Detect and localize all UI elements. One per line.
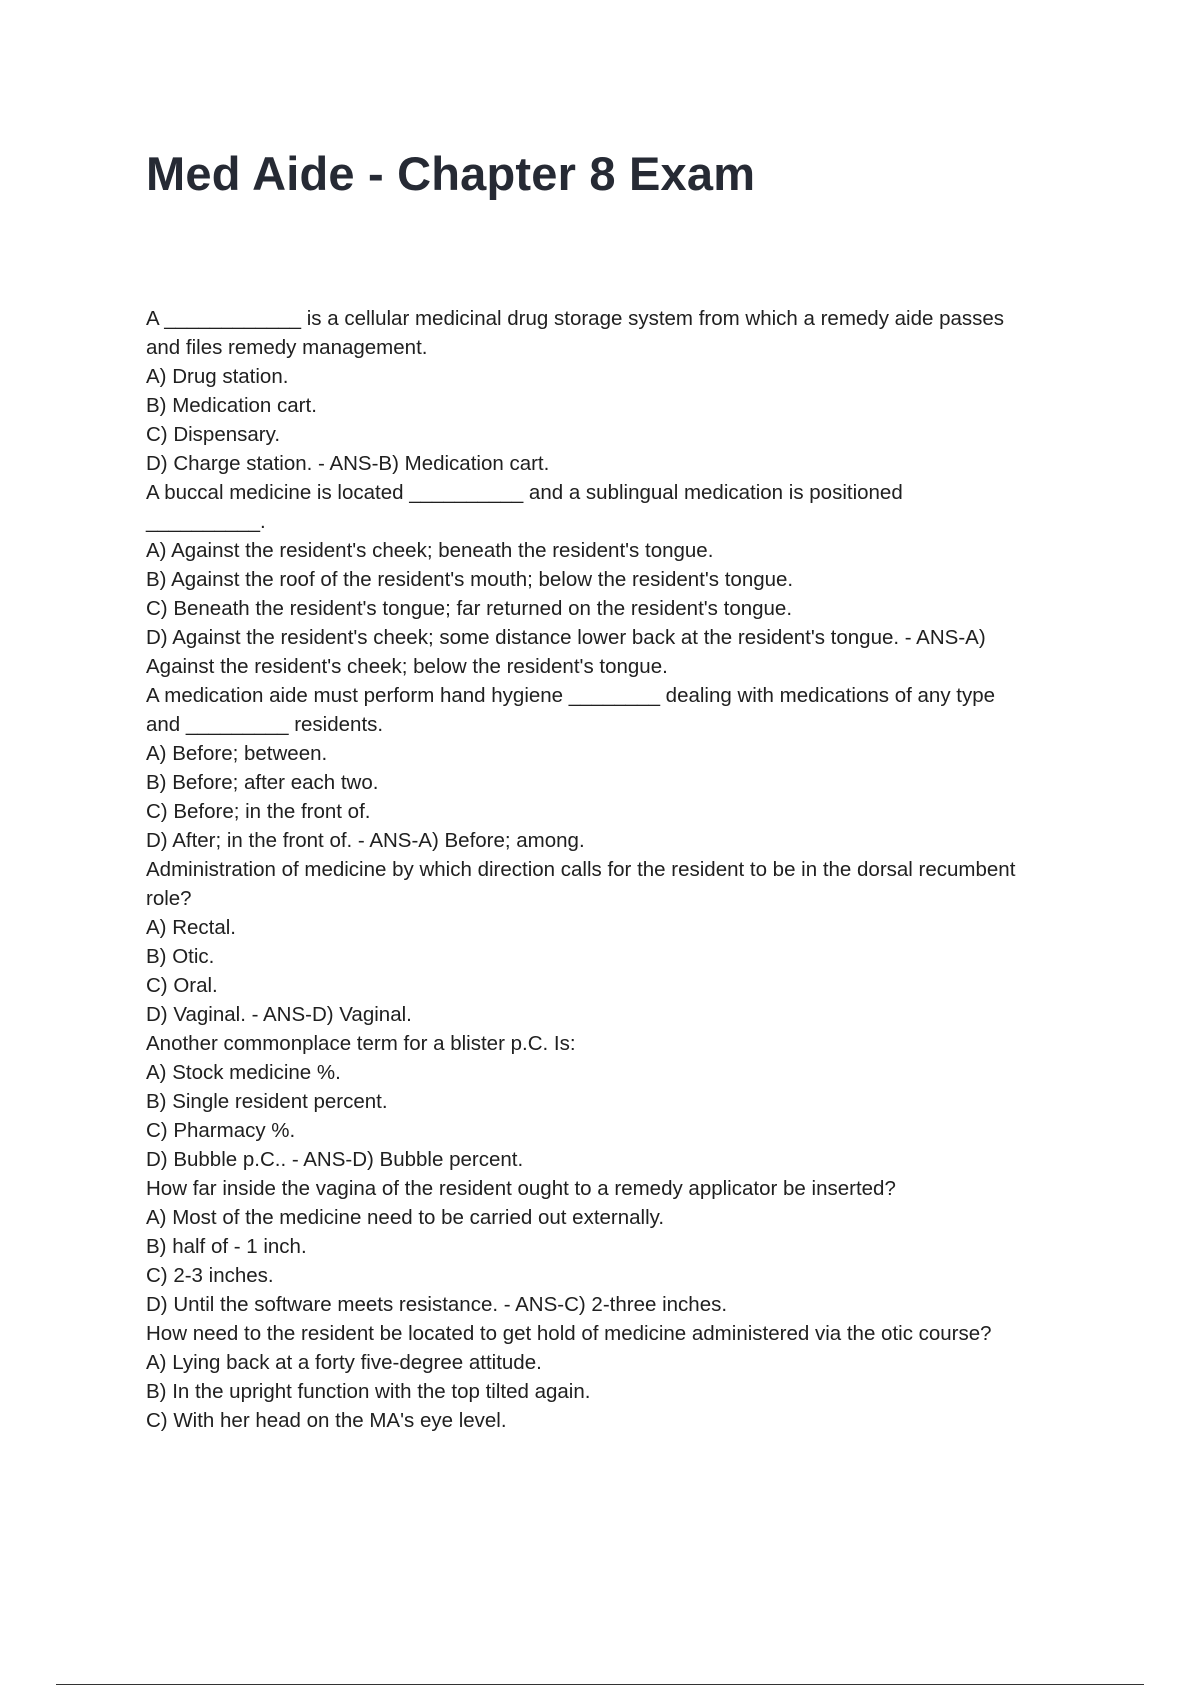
text-line: A) Drug station. — [146, 365, 289, 388]
text-line: Administration of medicine by which direction calls for the resident to be in the dorsal recumbent — [146, 858, 1016, 881]
footer-divider — [56, 1684, 1144, 1685]
text-line: A) Against the resident's cheek; beneath the resident's tongue. — [146, 539, 714, 562]
text-line: C) Dispensary. — [146, 423, 281, 446]
text-line: B) Against the roof of the resident's mouth; below the resident's tongue. — [146, 568, 794, 591]
text-line: role? — [146, 887, 192, 910]
page-title: Med Aide - Chapter 8 Exam — [146, 147, 756, 200]
text-line: A) Before; between. — [146, 742, 328, 765]
text-line: A) Lying back at a forty five-degree attitude. — [146, 1351, 542, 1374]
text-line: C) 2-3 inches. — [146, 1264, 274, 1287]
text-line: A medication aide must perform hand hygiene ________ dealing with medications of any type — [146, 684, 996, 707]
text-line: D) Until the software meets resistance. - ANS-C) 2-three inches. — [146, 1293, 728, 1316]
text-line: A) Most of the medicine need to be carried out externally. — [146, 1206, 665, 1229]
text-line: D) Against the resident's cheek; some distance lower back at the resident's tongue. - ANS-A) — [146, 626, 986, 649]
text-line: A buccal medicine is located __________ and a sublingual medication is positioned — [146, 481, 903, 504]
text-line: D) Charge station. - ANS-B) Medication cart. — [146, 452, 550, 475]
text-line: A) Stock medicine %. — [146, 1061, 341, 1084]
text-line: C) With her head on the MA's eye level. — [146, 1409, 507, 1432]
text-line: B) half of - 1 inch. — [146, 1235, 307, 1258]
text-line: How far inside the vagina of the resident ought to a remedy applicator be inserted? — [146, 1177, 896, 1200]
text-line: B) Single resident percent. — [146, 1090, 388, 1113]
text-line: and _________ residents. — [146, 713, 384, 736]
text-line: B) Otic. — [146, 945, 215, 968]
text-line: and files remedy management. — [146, 336, 428, 359]
text-line: C) Oral. — [146, 974, 218, 997]
text-line: D) After; in the front of. - ANS-A) Before; among. — [146, 829, 585, 852]
text-line: How need to the resident be located to get hold of medicine administered via the otic course? — [146, 1322, 992, 1345]
text-line: C) Pharmacy %. — [146, 1119, 296, 1142]
text-line: A) Rectal. — [146, 916, 236, 939]
text-line: __________. — [146, 510, 266, 533]
exam-questions — [146, 304, 1096, 1435]
text-line: B) In the upright function with the top tilted again. — [146, 1380, 591, 1403]
text-line: Another commonplace term for a blister p.C. Is: — [146, 1032, 576, 1055]
text-line: A ____________ is a cellular medicinal drug storage system from which a remedy aide passes — [146, 307, 1005, 330]
text-line: C) Before; in the front of. — [146, 800, 371, 823]
text-line: C) Beneath the resident's tongue; far returned on the resident's tongue. — [146, 597, 793, 620]
text-line: D) Bubble p.C.. - ANS-D) Bubble percent. — [146, 1148, 524, 1171]
text-line: Against the resident's cheek; below the resident's tongue. — [146, 655, 668, 678]
text-line: D) Vaginal. - ANS-D) Vaginal. — [146, 1003, 412, 1026]
text-line: B) Before; after each two. — [146, 771, 379, 794]
text-line: B) Medication cart. — [146, 394, 317, 417]
